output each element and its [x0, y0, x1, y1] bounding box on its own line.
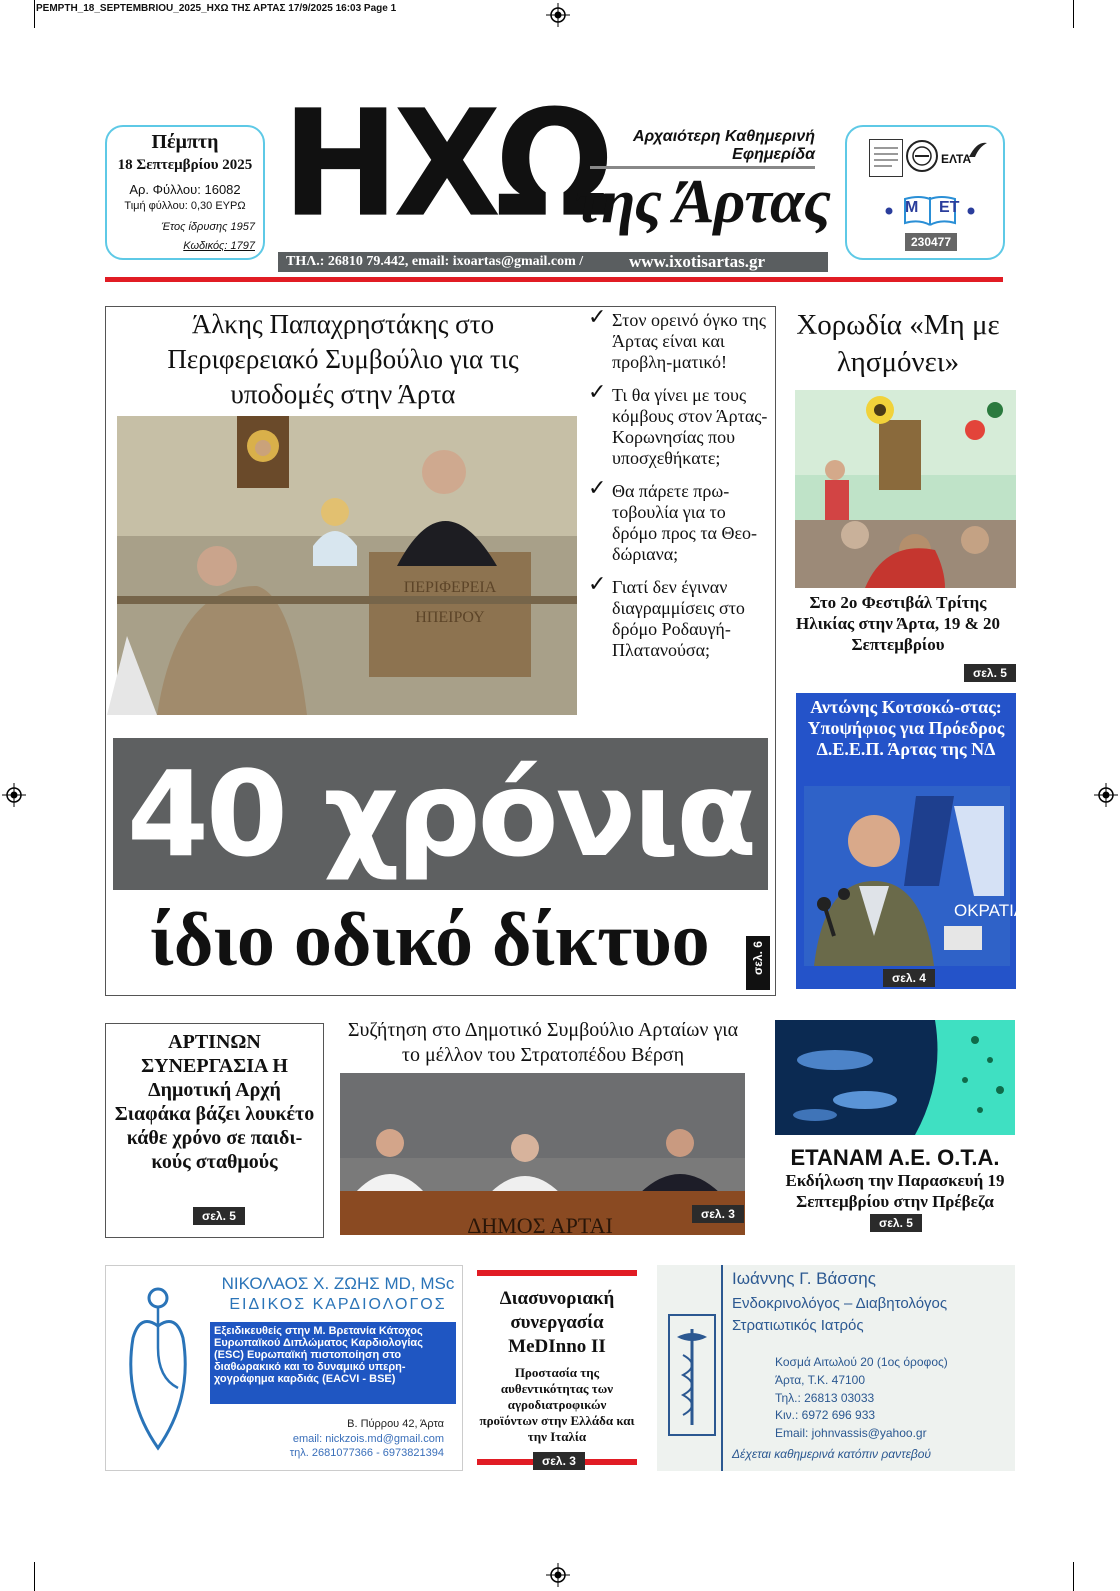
podium-text-1: ΠΕΡΙΦΕΡΕΙΑ: [403, 579, 497, 596]
registration-mark-left: [2, 783, 26, 807]
council-photo: [340, 1073, 745, 1238]
endocrinologist-address: Κοσμά Αιτωλού 20 (1ος όροφος): [775, 1355, 948, 1369]
candidate-photo: [804, 786, 1026, 966]
page-ref-badge: σελ. 5: [193, 1207, 245, 1225]
registration-mark-bottom: [546, 1563, 570, 1587]
etanam-text: Εκδήλωση την Παρασκευή 19 Σεπτεμβρίου στην Πρέβεζα: [785, 1171, 1005, 1211]
page-ref-badge: σελ. 3: [692, 1205, 744, 1223]
checkmark-icon: ✓: [588, 380, 607, 405]
newspaper-logo: ΗΧΩ: [282, 79, 609, 251]
contact-info: ΤΗΛ.: 26810 79.442, email: ixoartas@gmail.com /: [286, 254, 584, 269]
issue-code: Κωδικός: 1797: [183, 240, 255, 252]
caduceus-icon: [669, 1315, 715, 1435]
podium-text-2: ΗΠΕΙΡΟΥ: [415, 609, 485, 626]
crop-mark-tl: [34, 0, 35, 28]
main-story-bullets: [588, 305, 770, 673]
page-ref-badge: σελ. 5: [964, 664, 1016, 682]
bullet-item: [588, 572, 770, 661]
endocrinologist-mobile: Κιν.: 6972 696 933: [775, 1408, 876, 1422]
etanam-banner: [775, 1020, 1015, 1135]
masthead-divider: [105, 277, 1003, 282]
met-logo: [885, 193, 975, 229]
endocrinologist-phone: Τηλ.: 26813 03033: [775, 1391, 875, 1405]
endocrinologist-specialty: Ενδοκρινολόγος – Διαβητολόγος: [732, 1295, 948, 1312]
big-title[interactable]: 40 χρόνια: [126, 745, 755, 883]
choir-caption: Στο 2ο Φεστιβάλ Τρίτης Ηλικίας στην Άρτα, 19 & 20 Σεπτεμβρίου: [796, 593, 1000, 654]
cardiologist-email[interactable]: email: nickzois.md@gmail.com: [292, 1433, 444, 1445]
main-headline[interactable]: Άλκης Παπαχρηστάκης στο Περιφερειακό Συμβούλιο για τις υποδομές στην Άρτα: [167, 309, 519, 409]
council-headline[interactable]: Συζήτηση στο Δημοτικό Συμβούλιο Αρταίων για το μέλλον του Στρατοπέδου Βέρση: [347, 1019, 739, 1066]
choir-headline[interactable]: Χορωδία «Μη με λησμόνει»: [796, 309, 1000, 378]
cardiology-ad[interactable]: [105, 1265, 463, 1471]
bullet-text: Γιατί δεν έγιναν διαγραμμίσεις στο δρόμο Ροδαυγή-Πλατανούσα;: [612, 577, 745, 660]
issue-number: Αρ. Φύλλου: 16082: [129, 182, 241, 197]
heart-stethoscope-icon: [118, 1278, 198, 1458]
bullet-text: Θα πάρετε πρω-τοβουλία για το δρόμο προς τα Θεο-δώριανα;: [612, 481, 758, 564]
cardiologist-phone: τηλ. 2681077366 - 6973821394: [289, 1447, 444, 1459]
endocrinologist-email[interactable]: Email: johnvassis@yahoo.gr: [775, 1426, 927, 1440]
page-ref-badge: σελ. 3: [533, 1452, 585, 1470]
registration-number: 230477: [905, 233, 957, 251]
seal-icon: [905, 139, 939, 173]
elta-label: ΕΛΤΑ: [941, 152, 972, 166]
endocrinologist-name: Ιωάννης Γ. Βάσσης: [732, 1269, 876, 1288]
checkmark-icon: ✓: [588, 572, 607, 597]
page-ref-badge: σελ. 5: [870, 1214, 922, 1232]
issue-day: Πέμπτη: [151, 131, 219, 153]
nurseries-text[interactable]: ΑΡΤΙΝΩΝ ΣΥΝΕΡΓΑΣΙΑ Η Δημοτική Αρχή Σιαφάκα βάζει λουκέτο κάθε χρόνο σε παιδι-κούς σταθμούς: [114, 1031, 315, 1173]
backdrop-text: ΟΚΡΑΤΙΑ: [954, 901, 1026, 920]
sub-title[interactable]: ίδιο οδικό δίκτυο: [150, 898, 710, 982]
website-link[interactable]: www.ixotisartas.gr: [629, 252, 765, 271]
contact-bar: [278, 252, 828, 272]
choir-photo: [795, 390, 1016, 588]
postage-stamp-icon: [869, 139, 903, 177]
bullet-item: [588, 380, 770, 469]
page-ref-text: σελ. 6: [751, 941, 765, 975]
endocrinologist-city: Άρτα, Τ.Κ. 47100: [775, 1373, 866, 1387]
certification-box: [845, 125, 1005, 260]
endocrinology-ad[interactable]: [657, 1265, 1015, 1471]
print-slug: PEMPTH_18_SEPTEMBRIOU_2025_ΗΧΩ ΤΗΣ ΑΡΤΑΣ 17/9/2025 16:03 Page 1: [36, 3, 397, 14]
medinno-top-bar: [477, 1270, 637, 1276]
bullet-text: Τι θα γίνει με τους κόμβους στον Άρτας-Κορωνησίας που υποσχεθήκατε;: [612, 385, 768, 468]
crop-mark-tr: [1073, 0, 1074, 28]
registration-mark-top: [546, 3, 570, 27]
crop-mark-bl: [34, 1562, 35, 1591]
medinno-headline[interactable]: Διασυνοριακή συνεργασία MeDInno II: [499, 1288, 615, 1357]
checkmark-icon: ✓: [588, 476, 607, 501]
etanam-title[interactable]: ΕΤΑΝΑΜ Α.Ε. Ο.Τ.Α.: [790, 1145, 1000, 1170]
checkmark-icon: ✓: [588, 305, 607, 330]
newspaper-tagline: Αρχαιότερη Καθημερινή Εφημερίδα: [590, 128, 815, 169]
page-ref-badge: σελ. 4: [883, 969, 935, 987]
registration-mark-right: [1094, 783, 1118, 807]
medinno-text: Προστασία της αυθεντικότητας των αγροδιατροφικών προϊόντων στην Ελλάδα και την Ιταλία: [479, 1365, 635, 1444]
page-ref-badge: [746, 936, 770, 990]
ad-divider: [721, 1265, 723, 1471]
candidate-text[interactable]: Αντώνης Κοτσοκώ-στας: Υποψήφιος για Πρόεδρος Δ.Ε.Ε.Π. Άρτας της ΝΔ: [807, 697, 1005, 759]
desk-text: ΔΗΜΟΣ ΑΡΤΑΙ: [467, 1213, 613, 1238]
cardiologist-specialty: ΕΙΔΙΚΟΣ ΚΑΡΔΙΟΛΟΓΟΣ: [229, 1296, 447, 1313]
issue-price: Τιμή φύλλου: 0,30 ΕΥΡΩ: [124, 200, 246, 212]
issue-info-box: [105, 125, 265, 260]
met-label-m: Μ: [905, 199, 919, 216]
met-label-et: ΕΤ: [939, 199, 960, 216]
cardiologist-address: Β. Πύρρου 42, Άρτα: [347, 1418, 444, 1430]
cardiologist-details: Εξειδικευθείς στην Μ. Βρετανία Κάτοχος Ευρωπαϊκού Διπλώματος Καρδιολογίας (ESC) Ευρωπαϊκή πιστοποίηση στο διαθωρακικό και το δυναμικό υπερη-χογράφημα καρδιάς (EACVI - BSE): [210, 1322, 456, 1404]
bullet-item: [588, 476, 770, 565]
founded-year: Έτος ίδρυσης 1957: [161, 221, 255, 233]
cardiologist-name: ΝΙΚΟΛΑΟΣ Χ. ΖΩΗΣ MD, MSc: [221, 1274, 455, 1293]
bullet-text: Στον ορεινό όγκο της Άρτας είναι και προβλη-ματικό!: [612, 310, 766, 372]
endocrinologist-title: Στρατιωτικός Ιατρός: [732, 1317, 864, 1334]
main-story-photo: [117, 416, 577, 715]
issue-date: 18 Σεπτεμβρίου 2025: [117, 157, 253, 173]
endocrinologist-footer: Δέχεται καθημερινά κατόπιν ραντεβού: [732, 1447, 931, 1461]
crop-mark-br: [1073, 1562, 1074, 1591]
newspaper-logo-subtitle: της Άρτας: [574, 168, 830, 236]
bullet-item: [588, 305, 770, 373]
